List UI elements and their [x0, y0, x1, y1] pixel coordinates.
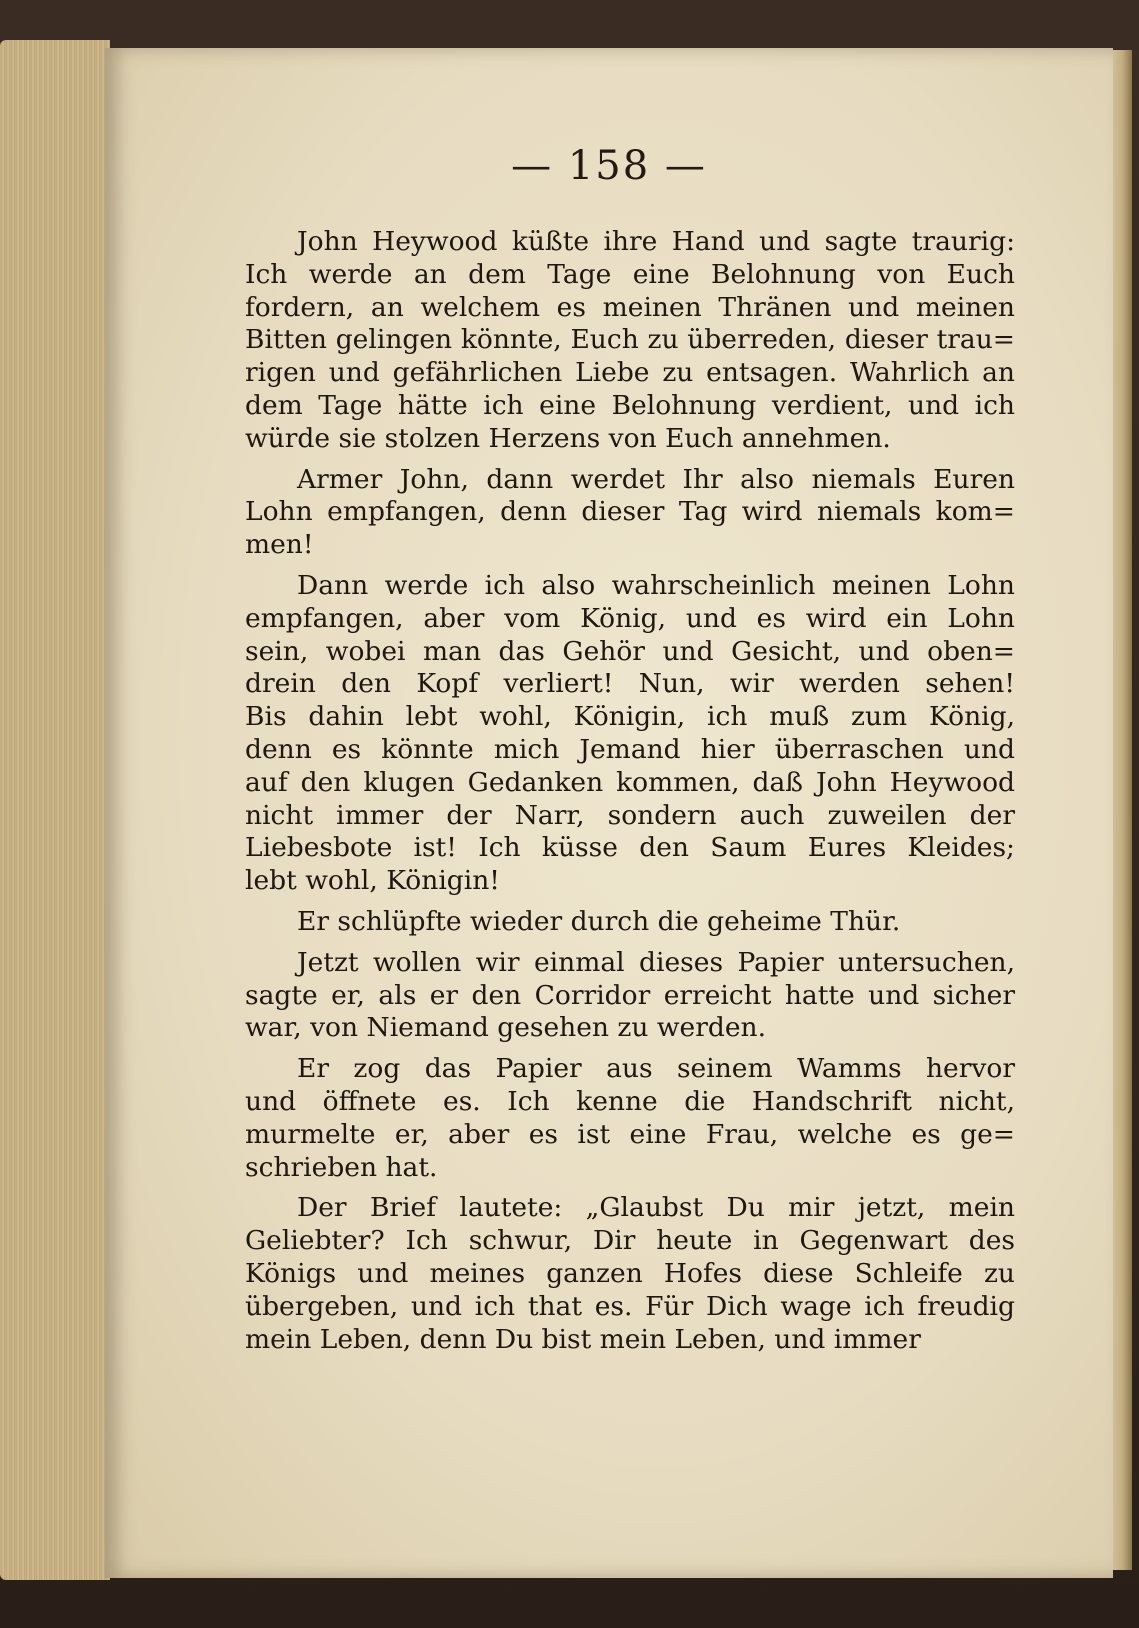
text-line: empfangen, aber vom König, und es wird ein Lohn — [245, 602, 1015, 634]
text-line: Liebesbote ist! Ich küsse den Saum Eures Kleides; — [245, 832, 1015, 864]
text-line: John Heywood küßte ihre Hand und sagte traurig: — [297, 226, 1015, 257]
paragraph — [245, 226, 1015, 456]
text-line: nicht immer der Narr, sondern auch zuweilen der — [245, 799, 1015, 831]
text-line: dem Tage hätte ich eine Belohnung verdient, und ich — [245, 389, 1015, 421]
paragraph — [245, 570, 1015, 898]
text-line: Er zog das Papier aus seinem Wamms hervor — [297, 1053, 1015, 1085]
text-line: Geliebter? Ich schwur, Dir heute in Gegenwart des — [245, 1225, 1015, 1257]
page-body — [245, 226, 1015, 1364]
text-line: lebt wohl, Königin! — [245, 865, 500, 897]
text-line: Lohn empfangen, denn dieser Tag wird niemals kom= — [245, 496, 1015, 528]
text-line: Königs und meines ganzen Hofes diese Schleife zu — [245, 1257, 1015, 1289]
page-edges-left — [0, 40, 110, 1580]
text-line: übergeben, und ich that es. Für Dich wage ich freudig — [245, 1290, 1015, 1322]
text-line: würde sie stolzen Herzens von Euch annehmen. — [245, 422, 891, 454]
book-page — [105, 48, 1113, 1578]
text-line: rigen und gefährlichen Liebe zu entsagen. Wahrlich an — [245, 357, 1015, 389]
text-line: Er schlüpfte wieder durch die geheime Thür. — [297, 905, 901, 937]
text-line: Armer John, dann werdet Ihr also niemals Euren — [297, 463, 1015, 495]
text-line: Der Brief lautete: „Glaubst Du mir jetzt, mein — [297, 1192, 1015, 1224]
text-line: Bitten gelingen könnte, Euch zu überreden, dieser trau= — [245, 324, 1015, 356]
text-line: Dann werde ich also wahrscheinlich meinen Lohn — [297, 569, 1015, 601]
text-line: drein den Kopf verliert! Nun, wir werden sehen! — [245, 668, 1015, 700]
text-line: sein, wobei man das Gehör und Gesicht, und oben= — [245, 635, 1015, 667]
paragraph — [245, 1192, 1015, 1356]
text-line: schrieben hat. — [245, 1151, 438, 1183]
paragraph — [245, 947, 1015, 1045]
text-line: murmelte er, aber es ist eine Frau, welche es ge= — [245, 1118, 1015, 1150]
text-line: denn es könnte mich Jemand hier überraschen und — [245, 733, 1015, 765]
paragraph — [245, 464, 1015, 562]
text-line: Ich werde an dem Tage eine Belohnung von Euch — [245, 258, 1015, 290]
text-line: sagte er, als er den Corridor erreicht hatte und sicher — [245, 979, 1015, 1011]
text-line: Jetzt wollen wir einmal dieses Papier untersuchen, — [297, 946, 1015, 978]
text-line: fordern, an welchem es meinen Thränen und meinen — [245, 291, 1015, 323]
paragraph — [245, 906, 1015, 939]
page-number: — 158 — — [511, 143, 707, 189]
paragraph — [245, 1053, 1015, 1184]
text-line: auf den klugen Gedanken kommen, daß John Heywood — [245, 766, 1015, 798]
text-line: men! — [245, 529, 314, 561]
text-line: war, von Niemand gesehen zu werden. — [245, 1012, 767, 1044]
text-line: und öffnete es. Ich kenne die Handschrift nicht, — [245, 1085, 1015, 1117]
text-line: Bis dahin lebt wohl, Königin, ich muß zum König, — [245, 701, 1015, 733]
text-line: mein Leben, denn Du bist mein Leben, und immer — [245, 1323, 921, 1355]
